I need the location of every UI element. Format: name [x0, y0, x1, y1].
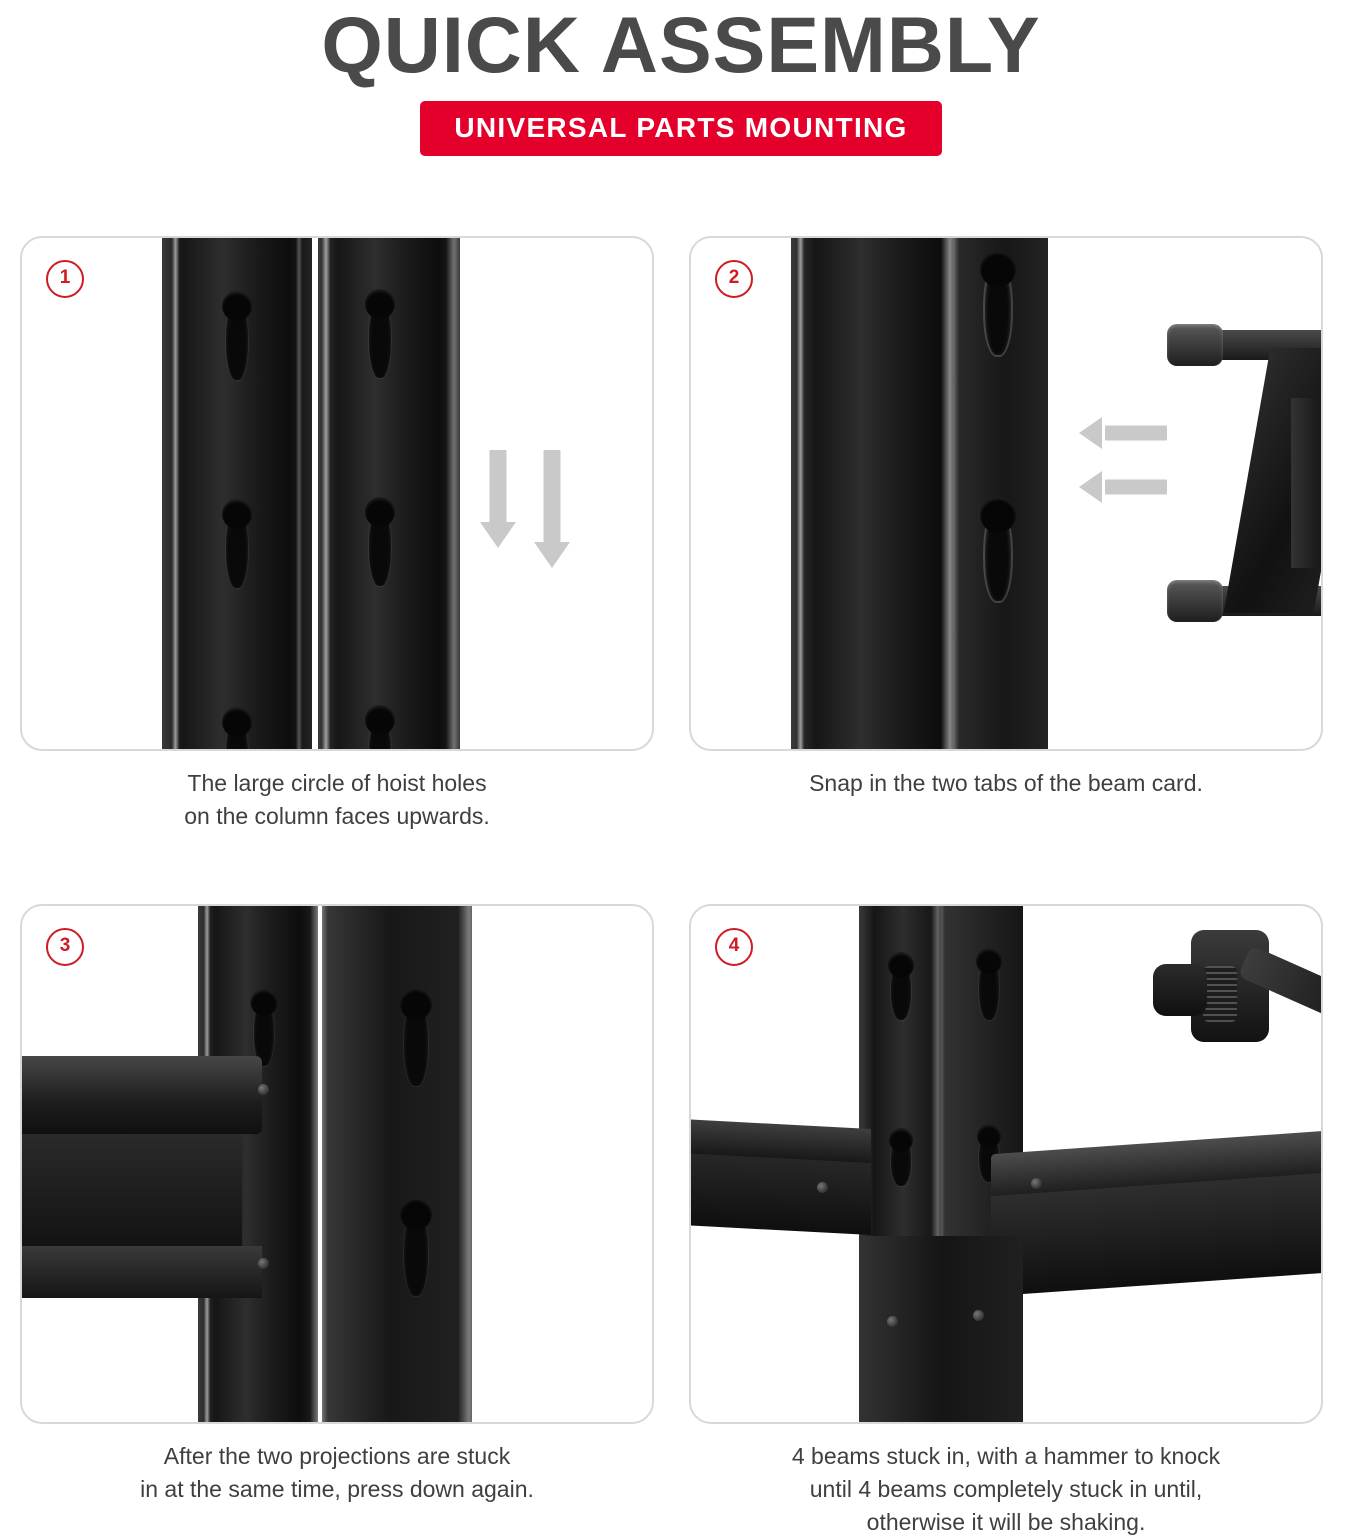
keyhole-round — [365, 705, 395, 735]
caption-line: Snap in the two tabs of the beam card. — [809, 770, 1203, 796]
left-arrow-icon — [1079, 470, 1167, 504]
post-edge-light-2 — [458, 904, 480, 1424]
keyhole-round — [980, 497, 1016, 533]
step-cell-3 — [12, 904, 681, 1538]
beam-web — [1291, 398, 1323, 568]
keyhole-round — [888, 952, 914, 978]
post-edge-light — [941, 236, 959, 751]
steps-grid — [12, 236, 1350, 1538]
illustration-snap-tabs — [691, 238, 1321, 749]
column-post — [791, 236, 966, 751]
down-arrow-icon — [532, 450, 572, 580]
illustration-column-orientation — [22, 238, 652, 749]
keyhole-round — [400, 1198, 432, 1230]
step-badge-3: 3 — [46, 928, 84, 966]
left-arrow-icon — [1079, 416, 1167, 450]
keyhole-round — [977, 1124, 1001, 1148]
keyhole-slot — [985, 506, 1011, 601]
post-edge-light — [446, 236, 462, 751]
step-image-3 — [20, 904, 654, 1424]
keyhole-round — [222, 707, 252, 737]
step-badge-1: 1 — [46, 260, 84, 298]
beam-left-web — [689, 1153, 871, 1235]
caption-line: on the column faces upwards. — [184, 802, 490, 829]
step-cell-2 — [681, 236, 1350, 832]
keyhole-slot — [226, 506, 248, 588]
keyhole-round — [976, 948, 1002, 974]
keyhole-round — [251, 989, 278, 1016]
post-highlight-left-2 — [296, 236, 302, 751]
keyhole-round — [980, 251, 1016, 287]
hammer-face — [1153, 964, 1207, 1016]
caption-line: in at the same time, press down again. — [140, 1475, 534, 1502]
step-cell-4 — [681, 904, 1350, 1538]
illustration-press-down — [22, 906, 652, 1422]
down-arrow-icon — [478, 450, 518, 560]
step-image-1 — [20, 236, 654, 751]
caption-line: After the two projections are stuck — [163, 1443, 511, 1470]
keyhole-round — [365, 289, 395, 319]
post-edge-light — [310, 904, 328, 1424]
keyhole-slot — [369, 504, 391, 586]
step-badge-2: 2 — [715, 260, 753, 298]
caption-line: until 4 beams completely stuck in until, — [809, 1475, 1203, 1502]
step-badge-4: 4 — [715, 928, 753, 966]
keyhole-slot — [404, 996, 428, 1086]
subtitle-badge: UNIVERSAL PARTS MOUNTING — [420, 101, 941, 156]
beam-web — [20, 1134, 242, 1246]
post-highlight — [797, 236, 804, 751]
keyhole-slot — [404, 1206, 428, 1296]
caption-line: otherwise it will be shaking. — [866, 1508, 1146, 1535]
keyhole-round — [222, 291, 252, 321]
keyhole-slot — [226, 714, 248, 751]
beam-top-flange — [20, 1056, 262, 1134]
beam-bottom-flange — [20, 1246, 262, 1298]
keyhole-slot — [369, 296, 391, 378]
keyhole-round — [222, 499, 252, 529]
keyhole-round — [889, 1128, 913, 1152]
step-caption-1 — [20, 751, 654, 832]
keyhole-round — [400, 988, 432, 1020]
post-highlight-right — [322, 236, 330, 751]
step-caption-3 — [20, 1424, 654, 1505]
keyhole-slot — [369, 712, 391, 751]
step-image-4 — [689, 904, 1323, 1424]
post-highlight-left — [172, 236, 179, 751]
column-post-right — [322, 904, 472, 1424]
beam-tab-top — [1167, 324, 1223, 366]
keyhole-slot — [985, 260, 1011, 355]
subtitle-row — [0, 101, 1362, 156]
keyhole-slot — [979, 954, 999, 1020]
keyhole-slot — [891, 958, 911, 1020]
column-post-lower — [859, 1236, 1023, 1424]
illustration-hammer-beams — [691, 906, 1321, 1422]
caption-line: The large circle of hoist holes — [187, 770, 487, 796]
step-cell-1 — [12, 236, 681, 832]
caption-line: 4 beams stuck in, with a hammer to knock — [791, 1443, 1221, 1470]
step-image-2 — [689, 236, 1323, 751]
page-title: QUICK ASSEMBLY — [321, 0, 1041, 89]
hammer-grip — [1203, 966, 1237, 1022]
keyhole-round — [365, 497, 395, 527]
header — [0, 0, 1362, 156]
step-caption-2 — [689, 751, 1323, 800]
keyhole-slot — [226, 298, 248, 380]
keyhole-slot — [891, 1134, 911, 1186]
beam-tab-bottom — [1167, 580, 1223, 622]
step-caption-4 — [689, 1424, 1323, 1538]
